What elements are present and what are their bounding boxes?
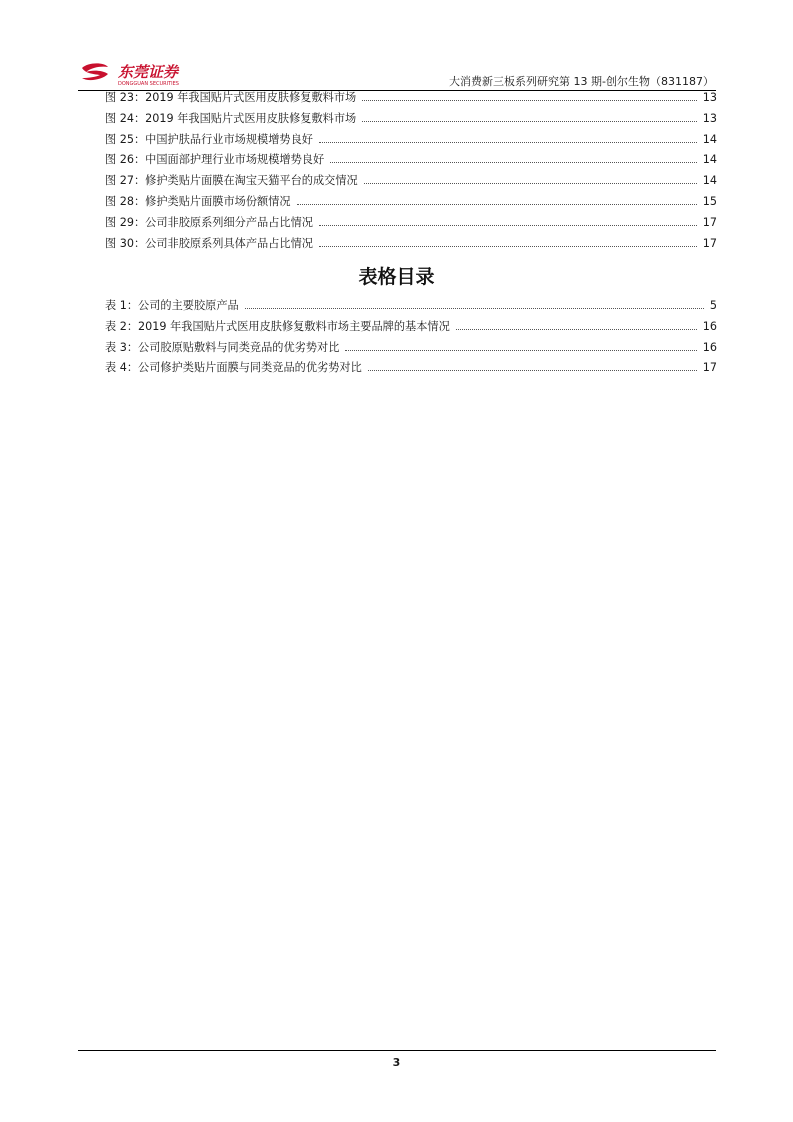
figure-entry[interactable] <box>105 214 717 232</box>
dot-leader <box>245 297 704 309</box>
page-header <box>78 52 716 90</box>
page-number: 3 <box>392 1056 401 1069</box>
figure-entry-page: 13 <box>702 91 717 104</box>
figure-entry[interactable] <box>105 193 717 211</box>
figure-entry-page: 13 <box>702 111 717 125</box>
logo-text: 东莞证券 <box>118 63 179 81</box>
figure-entry-page: 14 <box>702 174 717 188</box>
figure-entry-page: 14 <box>702 132 717 146</box>
dot-leader <box>297 193 697 205</box>
dot-leader <box>362 110 697 122</box>
figure-entry[interactable] <box>105 172 717 190</box>
figure-entry-label: 图 24：2019 年我国贴片式医用皮肤修复敷料市场 <box>105 111 357 125</box>
dot-leader <box>368 359 697 371</box>
table-entry-label: 表 1：公司的主要胶原产品 <box>105 299 239 312</box>
table-entry[interactable] <box>105 318 717 336</box>
figure-entry-label: 图 27：修护类贴片面膜在淘宝天猫平台的成交情况 <box>105 174 358 188</box>
table-entry-label: 表 3：公司胶原贴敷料与同类竞品的优劣势对比 <box>105 340 340 354</box>
figure-entry[interactable] <box>105 131 717 149</box>
figure-entry-label: 图 29：公司非胶原系列细分产品占比情况 <box>105 215 313 229</box>
table-entry-page: 16 <box>702 319 717 333</box>
dot-leader <box>362 89 697 101</box>
logo-subtext: DONGGUAN SECURITIES <box>118 81 179 87</box>
figure-entry-page: 15 <box>702 195 717 208</box>
figure-entry[interactable] <box>105 110 717 128</box>
figure-entry-page: 17 <box>702 236 717 250</box>
table-entry[interactable] <box>105 339 717 357</box>
dot-leader <box>319 235 697 247</box>
report-title: 大消费新三板系列研究第 13 期-创尔生物（831187） <box>449 75 714 88</box>
dot-leader <box>364 172 697 184</box>
dot-leader <box>330 151 697 163</box>
dot-leader <box>456 318 697 330</box>
table-entry-page: 16 <box>702 340 717 354</box>
table-entry-page: 5 <box>709 299 717 312</box>
table-entry-label: 表 2：2019 年我国贴片式医用皮肤修复敷料市场主要品牌的基本情况 <box>105 319 450 333</box>
figure-entry[interactable] <box>105 235 717 253</box>
table-entry[interactable] <box>105 297 717 315</box>
figure-entry[interactable] <box>105 89 717 107</box>
figure-entry-page: 14 <box>702 153 717 167</box>
figure-entry[interactable] <box>105 151 717 169</box>
footer-divider <box>78 1050 716 1051</box>
figure-entry-label: 图 28：修护类贴片面膜市场份额情况 <box>105 195 291 208</box>
table-entry-page: 17 <box>702 361 717 375</box>
dongguan-securities-logo <box>78 58 218 88</box>
figure-entry-label: 图 26：中国面部护理行业市场规模增势良好 <box>105 153 325 167</box>
dot-leader <box>319 214 697 226</box>
table-entry[interactable] <box>105 359 717 377</box>
table-entry-label: 表 4：公司修护类贴片面膜与同类竞品的优劣势对比 <box>105 361 362 375</box>
figure-entry-page: 17 <box>702 215 717 229</box>
figure-entry-label: 图 30：公司非胶原系列具体产品占比情况 <box>105 236 313 250</box>
dot-leader <box>319 131 697 143</box>
tables-section-title: 表格目录 <box>358 266 435 288</box>
figure-entry-label: 图 25：中国护肤品行业市场规模增势良好 <box>105 132 313 146</box>
figure-entry-label: 图 23：2019 年我国贴片式医用皮肤修复敷料市场 <box>105 91 357 104</box>
dot-leader <box>345 339 696 351</box>
